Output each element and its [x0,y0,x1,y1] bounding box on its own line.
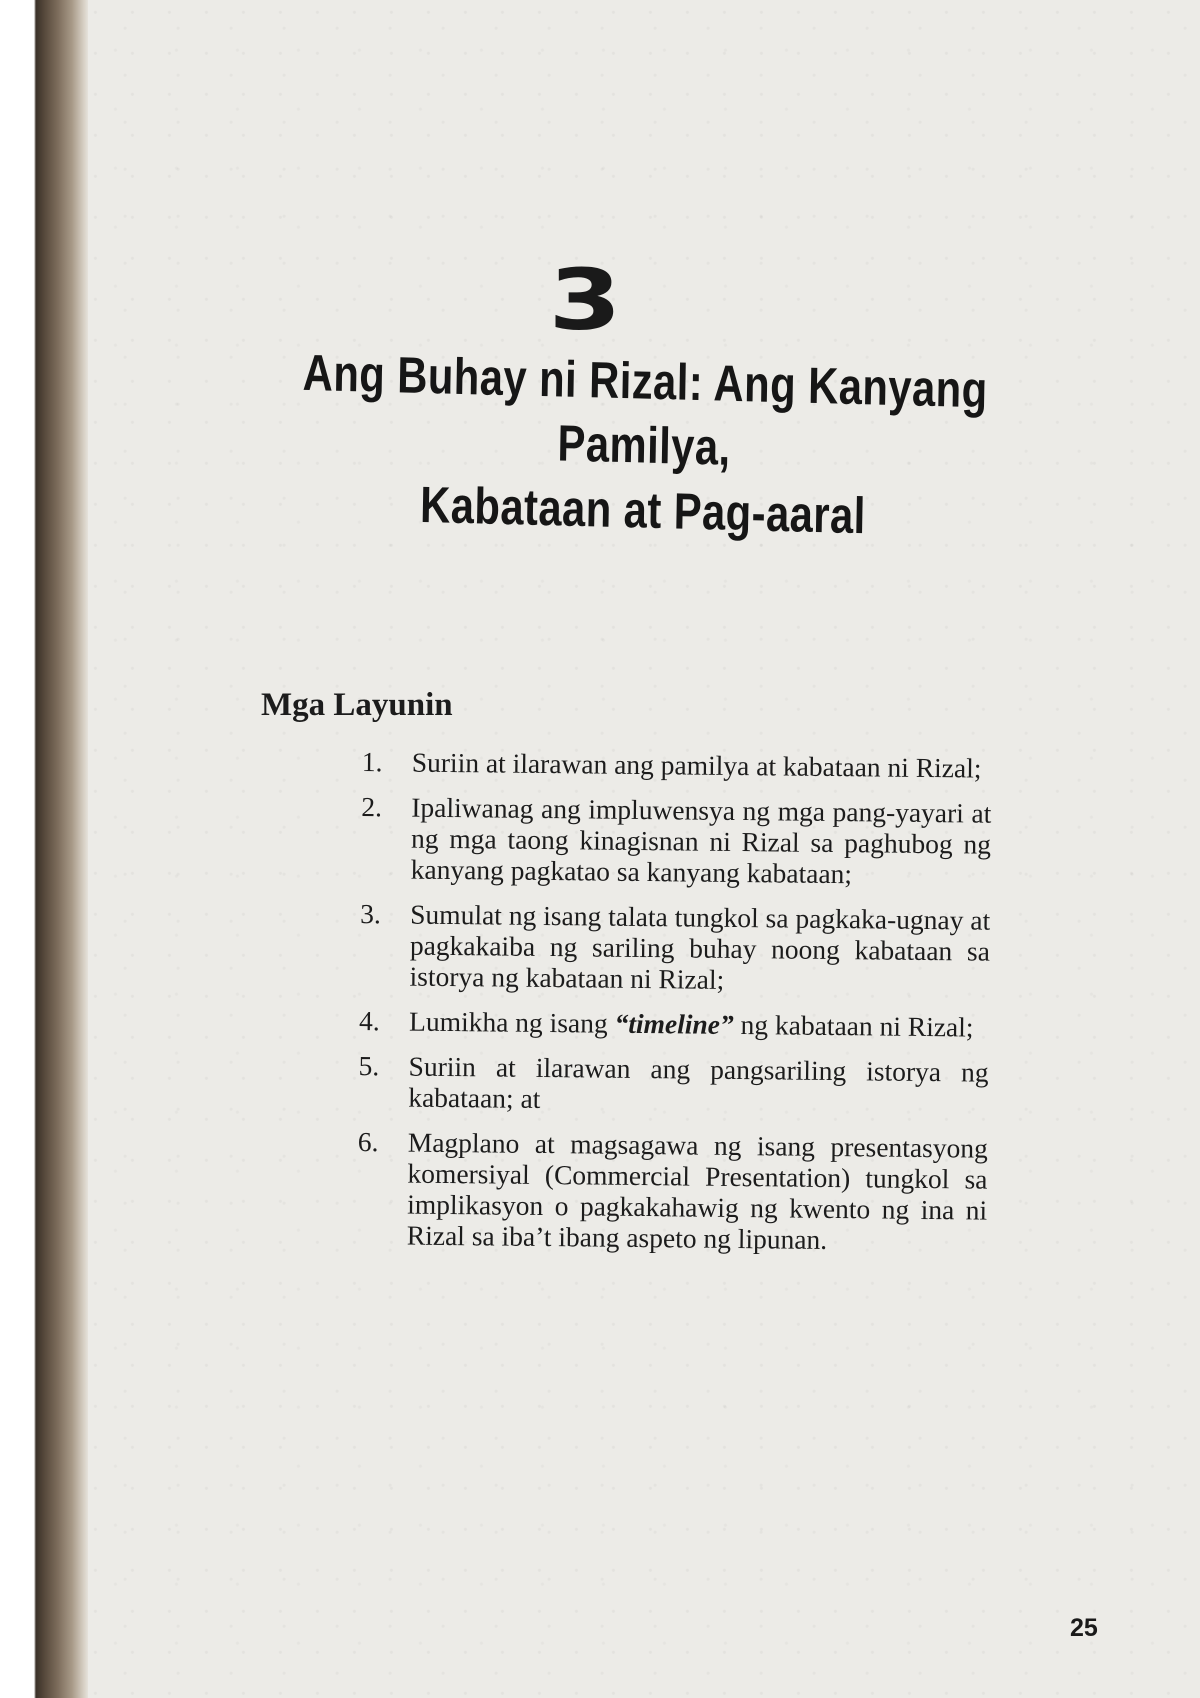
page-number: 25 [1070,1614,1098,1642]
objective-item-3 [353,898,990,998]
objective-item-5 [352,1050,989,1119]
objective-number: 4. [358,1005,380,1037]
chapter-title [228,339,1059,553]
objective-item-4 [353,1005,989,1043]
objective-number: 3. [360,898,382,930]
chapter-title-line-2: Kabataan at Pag-aaral [419,475,867,544]
objectives-list [351,746,992,1271]
objective-text: Suriin at ilarawan ang pangsariling istorya ng kabataan; at [408,1050,989,1114]
objectives-heading: Mga Layunin [261,687,453,723]
objective-text: Ipaliwanag ang impluwensya ng mga pang-yayari at ng mga taong kinagisnan ni Rizal sa paghubog ng kanyang pagkatao sa kanyang kabataan; [410,791,992,890]
objective-text [409,1006,974,1043]
objective-number: 2. [361,791,383,823]
book-spine-edge [0,0,90,1698]
chapter-title-line-1: Ang Buhay ni Rizal: Ang Kanyang Pamilya, [302,343,989,477]
objective-item-1 [356,746,992,784]
objective-text: Sumulat ng isang talata tungkol sa pagkaka-ugnay at pagkakaiba ng sariling buhay noong kabataan sa istorya ng kabataan ni Rizal; [409,898,991,995]
objective-text-after: ng kabataan ni Rizal; [733,1008,974,1043]
objective-item-2 [355,791,992,891]
objective-item-6 [351,1126,988,1257]
objective-number: 5. [358,1050,380,1082]
objective-number: 1. [361,746,383,778]
chapter-number: 3 [548,251,622,349]
objective-emphasis-term: “timeline” [614,1007,734,1040]
objective-text: Suriin at ilarawan ang pamilya at kabataan ni Rizal; [411,746,982,784]
objective-number: 6. [357,1126,379,1158]
objective-text: Magplano at magsagawa ng isang presentasyong komersiyal (Commercial Presentation) tungkol sa implikasyon o pagkakahawig ng kwento ng ina ni Rizal sa iba’t ibang aspeto ng lipunan. [406,1126,988,1255]
objective-text-before: Lumikha ng isang [408,1005,615,1039]
